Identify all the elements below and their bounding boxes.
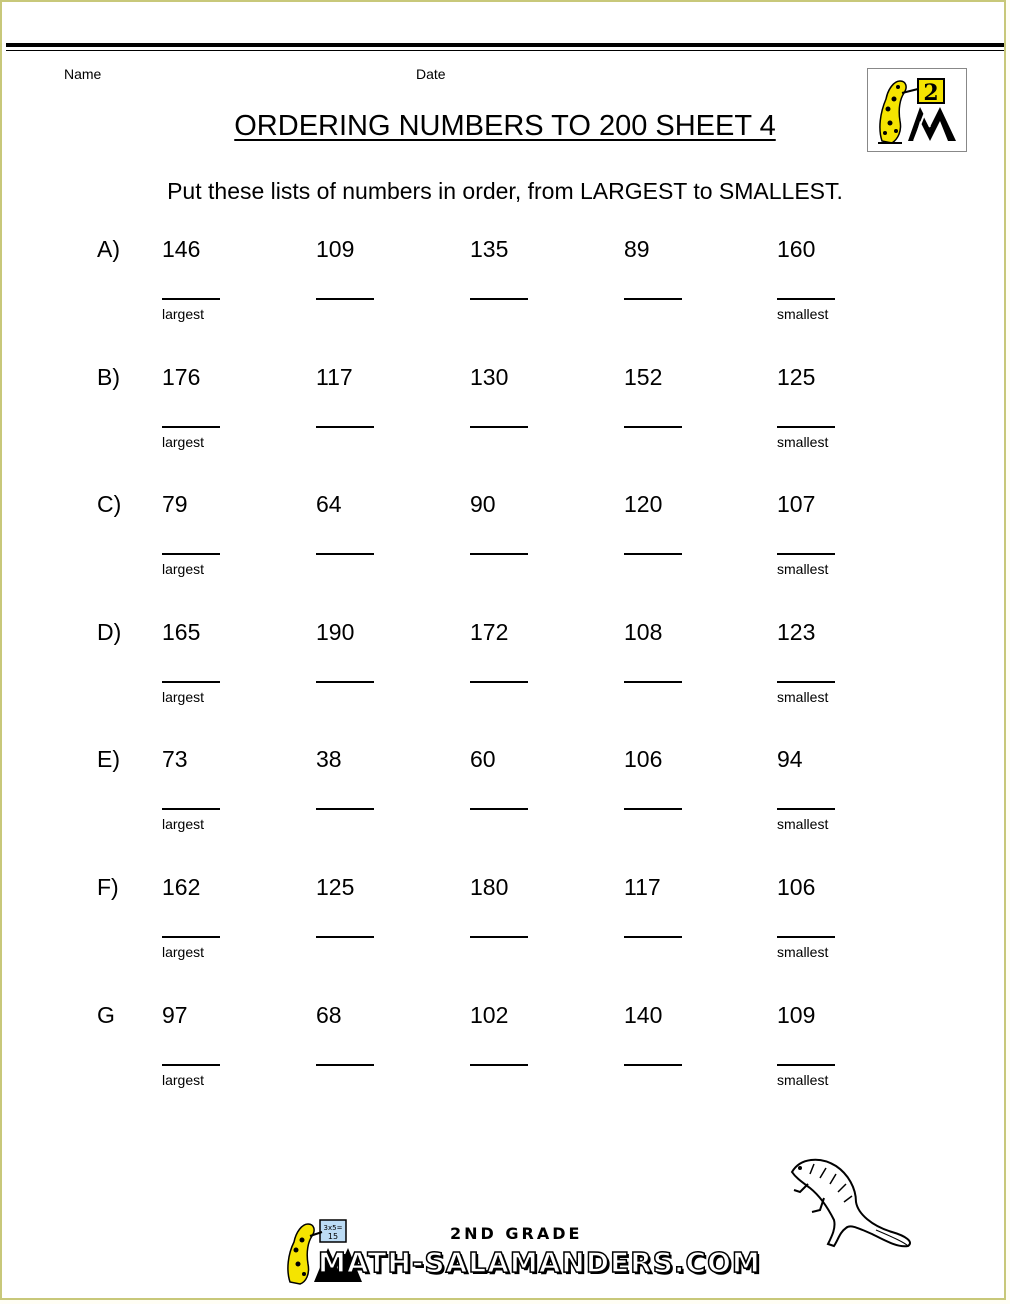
answer-blank[interactable] <box>777 553 835 555</box>
salamander-illustration <box>780 1148 920 1263</box>
problem-number: 64 <box>316 491 342 517</box>
problem-number: 125 <box>316 874 355 900</box>
answer-blank[interactable] <box>470 936 528 938</box>
answer-blank[interactable] <box>470 681 528 683</box>
largest-hint: largest <box>162 306 205 322</box>
name-label: Name <box>64 66 102 82</box>
smallest-hint: smallest <box>777 689 829 705</box>
answer-blank[interactable] <box>162 426 220 428</box>
problem-number: 165 <box>162 619 201 645</box>
answer-blank[interactable] <box>470 1064 528 1066</box>
problem-number: 90 <box>470 491 496 517</box>
problem-number: 108 <box>624 619 663 645</box>
problem-label: E) <box>97 746 120 772</box>
problem-label: D) <box>97 619 122 645</box>
problem-label: C) <box>97 491 122 517</box>
largest-hint: largest <box>162 944 205 960</box>
problem-b <box>0 364 1010 492</box>
smallest-hint: smallest <box>777 1072 829 1088</box>
problem-label: F) <box>97 874 119 900</box>
answer-blank[interactable] <box>162 553 220 555</box>
problem-number: 172 <box>470 619 509 645</box>
instructions: Put these lists of numbers in order, from LARGEST to SMALLEST. <box>167 178 843 204</box>
board-text-bottom: 15 <box>327 1232 339 1241</box>
header-rule-thin <box>6 50 1004 51</box>
problem-f <box>0 874 1010 1002</box>
smallest-hint: smallest <box>777 944 829 960</box>
answer-blank[interactable] <box>624 681 682 683</box>
problem-number: 190 <box>316 619 355 645</box>
answer-blank[interactable] <box>162 681 220 683</box>
problem-label: B) <box>97 364 120 390</box>
answer-blank[interactable] <box>162 808 220 810</box>
answer-blank[interactable] <box>470 298 528 300</box>
answer-blank[interactable] <box>162 298 220 300</box>
problem-number: 162 <box>162 874 201 900</box>
problem-number: 79 <box>162 491 188 517</box>
problem-number: 89 <box>624 236 650 262</box>
problem-number: 102 <box>470 1002 509 1028</box>
problem-g <box>0 1002 1010 1130</box>
answer-blank[interactable] <box>624 553 682 555</box>
largest-hint: largest <box>162 689 205 705</box>
problem-number: 68 <box>316 1002 342 1028</box>
answer-blank[interactable] <box>777 426 835 428</box>
date-label: Date <box>416 66 446 82</box>
problem-number: 106 <box>624 746 663 772</box>
problem-a <box>0 236 1010 364</box>
answer-blank[interactable] <box>316 298 374 300</box>
problem-number: 117 <box>624 874 661 900</box>
salamander-icon <box>780 1148 920 1258</box>
problem-number: 130 <box>470 364 509 390</box>
answer-blank[interactable] <box>777 681 835 683</box>
problem-label: A) <box>97 236 120 262</box>
problem-number: 125 <box>777 364 816 390</box>
board-text-top: 3x5= <box>323 1224 343 1232</box>
logo-grade-text: 2 <box>923 80 939 106</box>
smallest-hint: smallest <box>777 306 829 322</box>
answer-blank[interactable] <box>470 426 528 428</box>
answer-blank[interactable] <box>162 1064 220 1066</box>
problem-label: G <box>97 1002 115 1028</box>
answer-blank[interactable] <box>624 808 682 810</box>
smallest-hint: smallest <box>777 434 829 450</box>
problem-number: 140 <box>624 1002 663 1028</box>
largest-hint: largest <box>162 561 205 577</box>
problem-number: 117 <box>316 364 353 390</box>
largest-hint: largest <box>162 1072 205 1088</box>
largest-hint: largest <box>162 816 205 832</box>
answer-blank[interactable] <box>777 936 835 938</box>
problem-number: 152 <box>624 364 663 390</box>
problem-number: 135 <box>470 236 509 262</box>
problem-d <box>0 619 1010 747</box>
header-rule-thick <box>6 43 1004 47</box>
problem-number: 109 <box>316 236 355 262</box>
answer-blank[interactable] <box>777 808 835 810</box>
problem-number: 94 <box>777 746 803 772</box>
answer-blank[interactable] <box>316 681 374 683</box>
answer-blank[interactable] <box>316 1064 374 1066</box>
problem-number: 146 <box>162 236 201 262</box>
problem-number: 180 <box>470 874 509 900</box>
problem-c <box>0 491 1010 619</box>
smallest-hint: smallest <box>777 816 829 832</box>
problem-number: 176 <box>162 364 201 390</box>
answer-blank[interactable] <box>470 808 528 810</box>
largest-hint: largest <box>162 434 205 450</box>
footer-site-link[interactable]: MATH-SALAMANDERS.COM <box>318 1246 761 1279</box>
answer-blank[interactable] <box>624 298 682 300</box>
answer-blank[interactable] <box>624 426 682 428</box>
problem-number: 106 <box>777 874 816 900</box>
answer-blank[interactable] <box>777 298 835 300</box>
page-title: ORDERING NUMBERS TO 200 SHEET 4 <box>234 110 776 142</box>
answer-blank[interactable] <box>316 553 374 555</box>
problem-number: 60 <box>470 746 496 772</box>
answer-blank[interactable] <box>316 426 374 428</box>
problem-number: 120 <box>624 491 663 517</box>
problem-number: 38 <box>316 746 342 772</box>
answer-blank[interactable] <box>470 553 528 555</box>
answer-blank[interactable] <box>624 936 682 938</box>
problem-number: 97 <box>162 1002 188 1028</box>
problem-e <box>0 746 1010 874</box>
problem-number: 107 <box>777 491 816 517</box>
answer-blank[interactable] <box>316 936 374 938</box>
smallest-hint: smallest <box>777 561 829 577</box>
problem-number: 73 <box>162 746 188 772</box>
answer-blank[interactable] <box>316 808 374 810</box>
answer-blank[interactable] <box>624 1064 682 1066</box>
footer-grade-text: 2ND GRADE <box>450 1224 583 1243</box>
problem-number: 123 <box>777 619 816 645</box>
problem-number: 109 <box>777 1002 816 1028</box>
problem-number: 160 <box>777 236 816 262</box>
answer-blank[interactable] <box>162 936 220 938</box>
answer-blank[interactable] <box>777 1064 835 1066</box>
